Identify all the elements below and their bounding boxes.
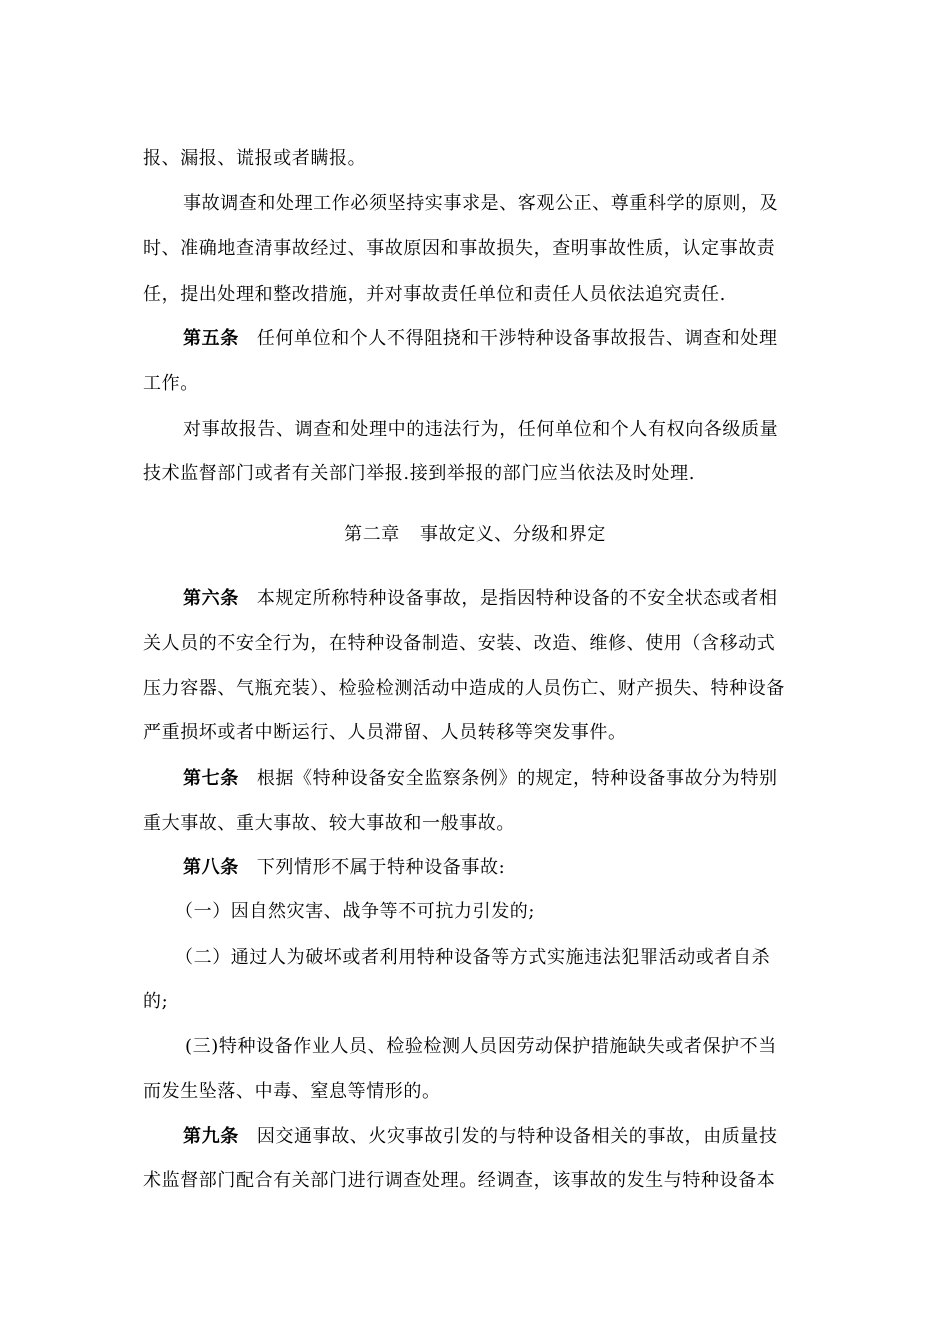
paragraph-line: 工作。 [143,373,199,394]
paragraph-line: 时、准确地查清事故经过、事故原因和事故损失，查明事故性质，认定事故责 [143,238,776,259]
article-text: 任何单位和个人不得阻挠和干涉特种设备事故报告、调查和处理 [256,328,778,349]
paragraph-line: 重大事故、重大事故、较大事故和一般事故。 [143,813,515,834]
paragraph-line: 报、漏报、谎报或者瞒报。 [143,148,367,169]
paragraph-line: 任，提出处理和整改措施，并对事故责任单位和责任人员依法追究责任. [143,284,726,305]
paragraph-line: 术监督部门配合有关部门进行调查处理。经调查，该事故的发生与特种设备本 [143,1170,776,1191]
article-text: 因交通事故、火灾事故引发的与特种设备相关的事故，由质量技 [256,1126,778,1147]
article-label: 第九条 [183,1126,239,1147]
paragraph-line: 事故调查和处理工作必须坚持实事求是、客观公正、尊重科学的原则，及 [183,193,779,214]
article-text: 下列情形不属于特种设备事故: [256,857,506,878]
article-6-line [183,587,778,611]
article-label: 第七条 [183,768,239,789]
chapter-heading [0,523,950,547]
chapter-number: 第二章 [344,524,400,545]
article-5-line [183,327,778,351]
chapter-title: 事故定义、分级和界定 [419,524,606,545]
list-item: （一）因自然灾害、战争等不可抗力引发的; [175,901,536,922]
list-item: (三)特种设备作业人员、检验检测人员因劳动保护措施缺失或者保护不当 [185,1036,777,1057]
article-label: 第八条 [183,857,239,878]
article-text: 根据《特种设备安全监察条例》的规定，特种设备事故分为特别 [256,768,778,789]
article-8-line [183,856,505,880]
paragraph-line: 对事故报告、调查和处理中的违法行为，任何单位和个人有权向各级质量 [183,419,779,440]
article-7-line [183,767,778,791]
paragraph-line: 的; [143,991,169,1012]
paragraph-line: 而发生坠落、中毒、窒息等情形的。 [143,1081,441,1102]
paragraph-line: 技术监督部门或者有关部门举报.接到举报的部门应当依法及时处理. [143,463,696,484]
list-item: （二）通过人为破坏或者利用特种设备等方式实施违法犯罪活动或者自杀 [175,947,771,968]
article-label: 第五条 [183,328,239,349]
article-label: 第六条 [183,588,239,609]
paragraph-line: 压力容器、气瓶充装）、检验检测活动中造成的人员伤亡、财产损失、特种设备 [143,678,785,699]
article-9-line [183,1125,778,1149]
paragraph-line: 严重损坏或者中断运行、人员滞留、人员转移等突发事件。 [143,722,627,743]
article-text: 本规定所称特种设备事故，是指因特种设备的不安全状态或者相 [256,588,778,609]
paragraph-line: 关人员的不安全行为，在特种设备制造、安装、改造、维修、使用（含移动式 [143,633,776,654]
